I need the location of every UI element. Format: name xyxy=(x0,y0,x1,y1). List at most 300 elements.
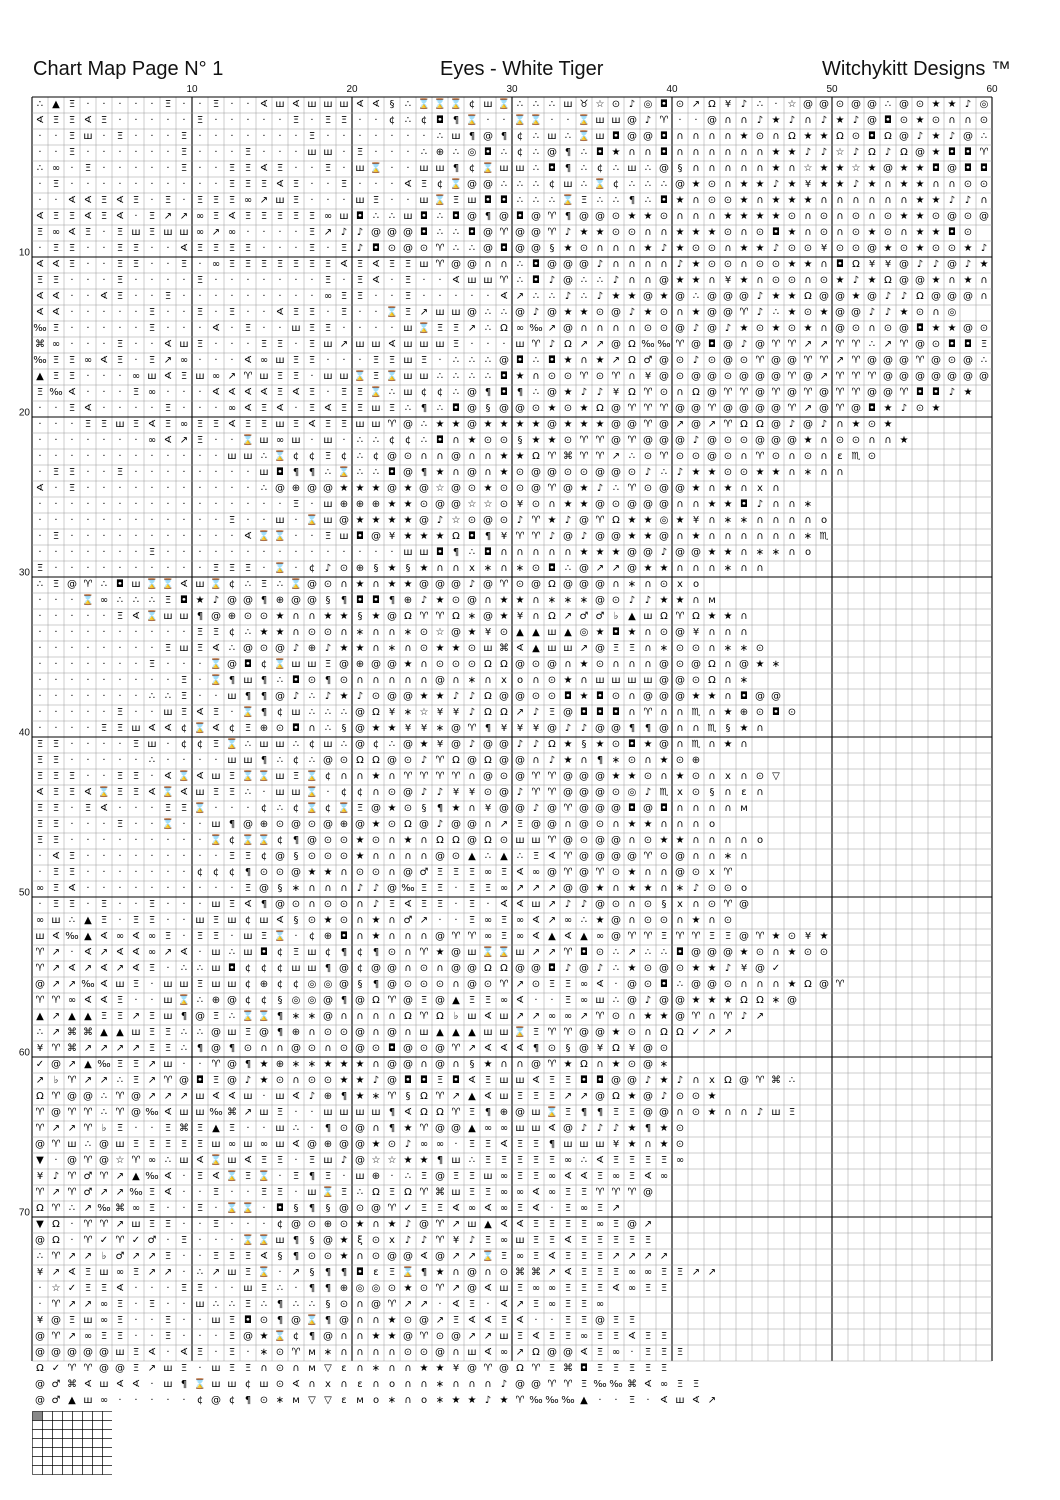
symbol-cell: ∩ xyxy=(768,129,784,145)
symbol-cell: ★ xyxy=(848,289,864,305)
symbol-cell: @ xyxy=(912,273,928,289)
symbol-cell: ♈ xyxy=(80,1361,96,1377)
symbol-cell: Ξ xyxy=(608,1361,624,1377)
symbol-cell: @ xyxy=(624,977,640,993)
symbol-cell: @ xyxy=(800,97,816,113)
symbol-cell: @ xyxy=(656,353,672,369)
symbol-cell: ♂ xyxy=(416,865,432,881)
symbol-cell: ⊙ xyxy=(720,257,736,273)
symbol-cell: ш xyxy=(64,1137,80,1153)
symbol-cell: Ξ xyxy=(176,673,192,689)
symbol-cell: · xyxy=(336,353,352,369)
symbol-cell: ♪ xyxy=(736,97,752,113)
symbol-cell: @ xyxy=(208,1041,224,1057)
symbol-cell: ∢ xyxy=(272,401,288,417)
symbol-cell: @ xyxy=(288,865,304,881)
symbol-cell: ⊙ xyxy=(608,689,624,705)
symbol-cell: Ξ xyxy=(384,897,400,913)
symbol-cell: ★ xyxy=(560,737,576,753)
symbol-cell: Ξ xyxy=(640,1345,656,1361)
symbol-cell: ∞ xyxy=(656,1169,672,1185)
symbol-cell: ∩ xyxy=(672,1105,688,1121)
symbol-cell: ∩ xyxy=(352,929,368,945)
symbol-cell: ⊙ xyxy=(304,1217,320,1233)
symbol-cell: @ xyxy=(512,401,528,417)
symbol-cell: ⊙ xyxy=(848,321,864,337)
symbol-cell: @ xyxy=(96,1345,112,1361)
symbol-cell: ⌛ xyxy=(240,769,256,785)
symbol-cell: ⊙ xyxy=(352,865,368,881)
symbol-cell: · xyxy=(304,1105,320,1121)
symbol-cell: @ xyxy=(272,481,288,497)
symbol-cell: @ xyxy=(640,1185,656,1201)
symbol-cell: Ξ xyxy=(128,1137,144,1153)
symbol-cell: Ξ xyxy=(320,449,336,465)
symbol-cell: ⊙ xyxy=(336,1121,352,1137)
symbol-cell: · xyxy=(112,737,128,753)
symbol-cell: ⊕ xyxy=(352,497,368,513)
symbol-cell: · xyxy=(352,129,368,145)
symbol-cell: ∞ xyxy=(416,1137,432,1153)
symbol-cell: ⊙ xyxy=(256,1393,272,1409)
symbol-cell: ⊙ xyxy=(240,609,256,625)
thumbnail-page xyxy=(73,1412,83,1421)
symbol-cell: ∢ xyxy=(496,897,512,913)
symbol-cell: ∩ xyxy=(720,689,736,705)
symbol-cell: ↗ xyxy=(576,1009,592,1025)
symbol-cell: Ξ xyxy=(144,1137,160,1153)
symbol-cell: ∩ xyxy=(752,161,768,177)
symbol-cell: ∩ xyxy=(368,1057,384,1073)
symbol-cell: ♪ xyxy=(752,113,768,129)
symbol-cell: @ xyxy=(864,385,880,401)
symbol-cell: Ξ xyxy=(192,241,208,257)
symbol-cell: Ξ xyxy=(128,785,144,801)
symbol-cell: ⊕ xyxy=(368,497,384,513)
symbol-cell: @ xyxy=(224,1073,240,1089)
symbol-cell: ∩ xyxy=(704,737,720,753)
symbol-cell: · xyxy=(288,513,304,529)
symbol-cell: ∴ xyxy=(320,721,336,737)
symbol-cell: ∩ xyxy=(448,1377,464,1393)
symbol-cell: · xyxy=(32,641,48,657)
symbol-cell: ∩ xyxy=(384,625,400,641)
symbol-cell: ∢ xyxy=(144,785,160,801)
symbol-cell: ▲ xyxy=(464,849,480,865)
symbol-cell: @ xyxy=(576,561,592,577)
symbol-cell: · xyxy=(176,561,192,577)
symbol-cell: @ xyxy=(512,1377,528,1393)
symbol-cell: ¶ xyxy=(304,1201,320,1217)
symbol-cell: · xyxy=(208,849,224,865)
symbol-cell: Ξ xyxy=(496,929,512,945)
symbol-cell: · xyxy=(144,497,160,513)
symbol-cell: Ω xyxy=(848,257,864,273)
symbol-cell: Ξ xyxy=(304,241,320,257)
symbol-cell: ★ xyxy=(384,561,400,577)
symbol-cell: @ xyxy=(608,417,624,433)
symbol-cell: Ξ xyxy=(112,1009,128,1025)
symbol-cell: ¥ xyxy=(624,1041,640,1057)
symbol-cell: ∩ xyxy=(656,257,672,273)
symbol-cell: ∩ xyxy=(368,1121,384,1137)
symbol-cell: ♪ xyxy=(400,1233,416,1249)
symbol-cell: · xyxy=(144,273,160,289)
symbol-cell: ∴ xyxy=(528,161,544,177)
symbol-cell: ♈ xyxy=(48,1249,64,1265)
symbol-cell: ⊙ xyxy=(720,193,736,209)
symbol-cell: ★ xyxy=(560,753,576,769)
symbol-cell: ∢ xyxy=(528,929,544,945)
symbol-cell: @ xyxy=(560,1345,576,1361)
symbol-cell: ш xyxy=(272,513,288,529)
symbol-cell: · xyxy=(96,641,112,657)
symbol-cell: ∞ xyxy=(64,993,80,1009)
symbol-cell: ♪ xyxy=(960,97,976,113)
symbol-cell: ↗ xyxy=(64,977,80,993)
symbol-cell: @ xyxy=(544,385,560,401)
symbol-cell: @ xyxy=(48,1345,64,1361)
symbol-cell: Ξ xyxy=(192,305,208,321)
symbol-cell: ⊙ xyxy=(320,577,336,593)
symbol-cell: @ xyxy=(608,849,624,865)
symbol-cell: · xyxy=(256,145,272,161)
symbol-cell: § xyxy=(672,161,688,177)
symbol-cell: ∩ xyxy=(640,577,656,593)
symbol-cell: ш xyxy=(416,161,432,177)
symbol-cell: ¢ xyxy=(192,865,208,881)
symbol-cell: Ξ xyxy=(160,1329,176,1345)
symbol-cell: · xyxy=(352,321,368,337)
symbol-cell: ‰ xyxy=(144,1105,160,1121)
symbol-cell: ★ xyxy=(544,433,560,449)
symbol-cell: § xyxy=(352,977,368,993)
symbol-cell: ¥ xyxy=(448,1361,464,1377)
symbol-cell: ш xyxy=(320,433,336,449)
symbol-cell: ∩ xyxy=(448,1265,464,1281)
symbol-cell: · xyxy=(144,129,160,145)
symbol-cell: Ξ xyxy=(224,769,240,785)
symbol-cell: ∞ xyxy=(480,865,496,881)
symbol-cell: ◘ xyxy=(352,209,368,225)
symbol-cell: ⌛ xyxy=(256,1009,272,1025)
symbol-cell: ¢ xyxy=(304,929,320,945)
symbol-cell: ⊙ xyxy=(336,673,352,689)
symbol-cell: Ξ xyxy=(112,705,128,721)
symbol-cell: ∗ xyxy=(768,993,784,1009)
symbol-cell: @ xyxy=(672,625,688,641)
symbol-cell: ♪ xyxy=(592,961,608,977)
symbol-cell: ◘ xyxy=(928,385,944,401)
symbol-cell: ∢ xyxy=(224,385,240,401)
symbol-cell: ★ xyxy=(768,145,784,161)
symbol-cell: · xyxy=(128,433,144,449)
symbol-cell: ш xyxy=(496,1089,512,1105)
symbol-cell: @ xyxy=(432,1345,448,1361)
symbol-cell: ш xyxy=(272,97,288,113)
symbol-cell: Ω xyxy=(832,129,848,145)
symbol-cell: ∞ xyxy=(480,1121,496,1137)
symbol-cell: ▼ xyxy=(32,1153,48,1169)
symbol-cell: @ xyxy=(496,737,512,753)
symbol-cell: ⊙ xyxy=(320,1025,336,1041)
symbol-cell: · xyxy=(176,177,192,193)
symbol-cell: Ξ xyxy=(320,529,336,545)
symbol-cell: ∩ xyxy=(960,113,976,129)
symbol-cell: ↗ xyxy=(144,1073,160,1089)
symbol-cell: о xyxy=(512,673,528,689)
symbol-cell: ∗ xyxy=(768,657,784,673)
symbol-cell: Ξ xyxy=(112,1297,128,1313)
symbol-cell: ♪ xyxy=(320,689,336,705)
symbol-cell: ш xyxy=(304,945,320,961)
symbol-cell: · xyxy=(352,353,368,369)
symbol-cell: ♪ xyxy=(608,1121,624,1137)
symbol-cell: ⊙ xyxy=(256,609,272,625)
symbol-cell: ★ xyxy=(368,721,384,737)
symbol-cell: @ xyxy=(592,577,608,593)
symbol-cell: ⌛ xyxy=(208,577,224,593)
symbol-cell: ★ xyxy=(672,225,688,241)
symbol-cell: Ξ xyxy=(128,769,144,785)
symbol-cell: Ξ xyxy=(224,1121,240,1137)
symbol-cell: ⊙ xyxy=(608,225,624,241)
symbol-cell: @ xyxy=(576,769,592,785)
symbol-cell: Ξ xyxy=(288,417,304,433)
symbol-cell: ¶ xyxy=(480,385,496,401)
symbol-cell: ⊙ xyxy=(272,865,288,881)
symbol-cell: ⊙ xyxy=(688,769,704,785)
symbol-cell: ∩ xyxy=(304,881,320,897)
symbol-cell: ⊕ xyxy=(272,593,288,609)
symbol-cell: ♈ xyxy=(64,1361,80,1377)
symbol-cell: @ xyxy=(848,401,864,417)
symbol-cell: ш xyxy=(352,417,368,433)
symbol-cell: ◘ xyxy=(576,1073,592,1089)
symbol-cell: · xyxy=(240,129,256,145)
symbol-cell: · xyxy=(368,177,384,193)
symbol-cell: · xyxy=(80,433,96,449)
symbol-cell: · xyxy=(64,593,80,609)
symbol-cell: ★ xyxy=(352,577,368,593)
thumbnail-page xyxy=(63,1412,73,1421)
symbol-cell: ∢ xyxy=(464,1073,480,1089)
symbol-cell: · xyxy=(368,129,384,145)
symbol-cell: · xyxy=(336,161,352,177)
symbol-cell: @ xyxy=(912,369,928,385)
symbol-cell: Ξ xyxy=(672,1345,688,1361)
symbol-cell: ⊙ xyxy=(848,225,864,241)
symbol-cell: ∴ xyxy=(608,481,624,497)
symbol-cell: ∩ xyxy=(448,433,464,449)
symbol-cell: ⌛ xyxy=(208,657,224,673)
symbol-cell: о xyxy=(752,833,768,849)
symbol-cell: Ξ xyxy=(160,929,176,945)
symbol-cell: @ xyxy=(656,657,672,673)
symbol-cell: ⌛ xyxy=(208,1153,224,1169)
symbol-cell: ♈ xyxy=(80,1217,96,1233)
symbol-cell: ∢ xyxy=(80,785,96,801)
symbol-cell: ★ xyxy=(768,321,784,337)
symbol-cell: ◎ xyxy=(288,993,304,1009)
symbol-cell: · xyxy=(144,97,160,113)
symbol-cell: · xyxy=(144,529,160,545)
symbol-cell: · xyxy=(64,273,80,289)
symbol-cell: ∗ xyxy=(288,1057,304,1073)
symbol-cell: · xyxy=(224,97,240,113)
symbol-cell: · xyxy=(160,113,176,129)
symbol-cell: ⌘ xyxy=(560,1361,576,1377)
symbol-cell: ε xyxy=(336,1361,352,1377)
symbol-cell: ★ xyxy=(496,449,512,465)
symbol-cell: · xyxy=(32,465,48,481)
symbol-cell: @ xyxy=(48,1105,64,1121)
symbol-cell: ¢ xyxy=(464,161,480,177)
symbol-cell: ⊙ xyxy=(320,625,336,641)
symbol-cell: ◘ xyxy=(592,145,608,161)
symbol-cell: @ xyxy=(816,289,832,305)
symbol-cell: ⊙ xyxy=(512,577,528,593)
symbol-cell: ∩ xyxy=(656,769,672,785)
symbol-cell: Ξ xyxy=(320,161,336,177)
symbol-cell: · xyxy=(128,801,144,817)
symbol-cell: ★ xyxy=(688,481,704,497)
symbol-cell: ∩ xyxy=(704,849,720,865)
symbol-cell: ш xyxy=(256,369,272,385)
symbol-cell: ↗ xyxy=(544,897,560,913)
symbol-cell: ∩ xyxy=(768,945,784,961)
symbol-cell: · xyxy=(80,465,96,481)
symbol-cell: ¥ xyxy=(384,705,400,721)
symbol-cell: ♈ xyxy=(80,1233,96,1249)
symbol-cell: ★ xyxy=(864,225,880,241)
symbol-cell: · xyxy=(224,113,240,129)
symbol-cell: ♪ xyxy=(688,433,704,449)
symbol-cell: Ξ xyxy=(48,737,64,753)
symbol-cell: · xyxy=(128,705,144,721)
symbol-cell: Ξ xyxy=(160,97,176,113)
symbol-cell: ∩ xyxy=(848,193,864,209)
symbol-cell: ⊙ xyxy=(592,945,608,961)
symbol-cell: ♪ xyxy=(912,257,928,273)
symbol-cell: ∩ xyxy=(896,225,912,241)
symbol-cell: · xyxy=(128,673,144,689)
symbol-cell: ∴ xyxy=(640,161,656,177)
symbol-cell: ∴ xyxy=(528,97,544,113)
symbol-cell: ∞ xyxy=(496,1201,512,1217)
symbol-cell: ◘ xyxy=(624,737,640,753)
symbol-cell: @ xyxy=(672,545,688,561)
symbol-cell: ♈ xyxy=(752,1073,768,1089)
symbol-cell: ∩ xyxy=(288,609,304,625)
symbol-cell: Ξ xyxy=(192,113,208,129)
symbol-cell: ★ xyxy=(400,1153,416,1169)
symbol-cell: ш xyxy=(320,497,336,513)
symbol-cell: ★ xyxy=(880,417,896,433)
symbol-cell: ∴ xyxy=(608,161,624,177)
symbol-cell: Ξ xyxy=(64,209,80,225)
symbol-cell: ∴ xyxy=(512,97,528,113)
column-number: 30 xyxy=(506,84,517,95)
symbol-cell: ∩ xyxy=(816,433,832,449)
symbol-cell: · xyxy=(128,161,144,177)
symbol-cell: @ xyxy=(688,657,704,673)
symbol-cell: ⊙ xyxy=(576,833,592,849)
symbol-cell: ш xyxy=(368,337,384,353)
symbol-cell: @ xyxy=(496,401,512,417)
symbol-cell: ⌛ xyxy=(496,97,512,113)
symbol-cell: · xyxy=(80,897,96,913)
symbol-cell: Ξ xyxy=(32,801,48,817)
row-number: 60 xyxy=(19,1048,30,1059)
symbol-cell: ∩ xyxy=(336,881,352,897)
symbol-cell: § xyxy=(304,1233,320,1249)
symbol-cell: @ xyxy=(208,1025,224,1041)
symbol-cell: ∩ xyxy=(656,881,672,897)
symbol-cell: ♏ xyxy=(688,737,704,753)
symbol-cell: · xyxy=(160,673,176,689)
symbol-cell: ↗ xyxy=(512,1297,528,1313)
thumbnail-page xyxy=(33,1466,43,1475)
symbol-cell: Ξ xyxy=(320,1169,336,1185)
symbol-cell: @ xyxy=(256,1025,272,1041)
symbol-cell: · xyxy=(160,161,176,177)
symbol-cell: ★ xyxy=(624,881,640,897)
symbol-cell: ш xyxy=(352,193,368,209)
symbol-cell: ш xyxy=(528,1105,544,1121)
symbol-cell: · xyxy=(528,1313,544,1329)
symbol-cell: ★ xyxy=(832,113,848,129)
symbol-cell: · xyxy=(64,689,80,705)
symbol-cell: Ξ xyxy=(144,1185,160,1201)
symbol-cell: ∢ xyxy=(384,337,400,353)
symbol-cell: ♂ xyxy=(80,1185,96,1201)
symbol-cell: ш xyxy=(496,161,512,177)
symbol-cell: ¢ xyxy=(288,801,304,817)
symbol-cell: · xyxy=(128,353,144,369)
symbol-cell: ¢ xyxy=(592,161,608,177)
symbol-cell: · xyxy=(240,273,256,289)
symbol-cell: ∩ xyxy=(304,721,320,737)
symbol-cell: · xyxy=(48,417,64,433)
symbol-cell: ∴ xyxy=(496,305,512,321)
symbol-cell: ∴ xyxy=(240,737,256,753)
symbol-cell: ο xyxy=(816,513,832,529)
symbol-cell: ∞ xyxy=(608,1345,624,1361)
symbol-cell: x xyxy=(752,481,768,497)
symbol-cell: @ xyxy=(576,1041,592,1057)
symbol-cell: Ω xyxy=(480,689,496,705)
symbol-cell: ∢ xyxy=(608,1281,624,1297)
symbol-cell: ∢ xyxy=(160,433,176,449)
symbol-cell: ∩ xyxy=(368,625,384,641)
symbol-cell: @ xyxy=(400,417,416,433)
symbol-cell: ш xyxy=(560,177,576,193)
symbol-cell: ★ xyxy=(336,1057,352,1073)
symbol-cell: ¢ xyxy=(224,833,240,849)
symbol-cell: Ξ xyxy=(576,193,592,209)
symbol-cell: · xyxy=(768,97,784,113)
symbol-cell: ★ xyxy=(608,769,624,785)
symbol-cell: ⌛ xyxy=(528,113,544,129)
symbol-cell: · xyxy=(96,401,112,417)
symbol-cell: · xyxy=(128,657,144,673)
symbol-cell: Ξ xyxy=(464,881,480,897)
symbol-cell: ∢ xyxy=(128,945,144,961)
symbol-cell: ¢ xyxy=(352,961,368,977)
symbol-cell: Ξ xyxy=(128,977,144,993)
symbol-cell: ∗ xyxy=(656,641,672,657)
